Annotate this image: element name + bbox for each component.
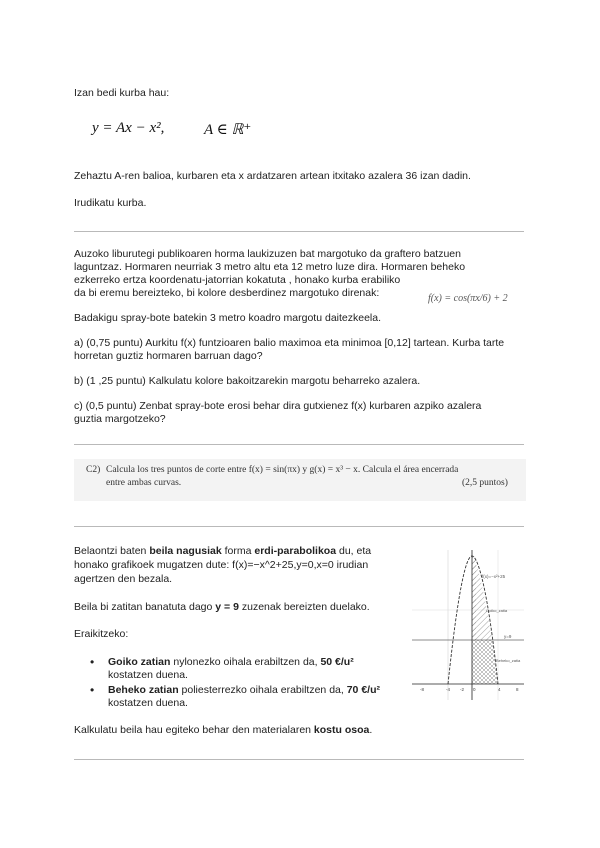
problem3-line-2: entre ambas curvas.: [106, 478, 182, 488]
problem1-intro: Izan bedi kurba hau:: [74, 87, 170, 99]
problem1-draw: Irudikatu kurba.: [74, 197, 147, 209]
tick-label: -4: [446, 687, 451, 692]
problem3-label: C2): [86, 465, 101, 475]
tick-label: -2: [460, 687, 465, 692]
lower-region: [472, 640, 498, 684]
problem2-c-line-1: c) (0,5 puntu) Zenbat spray-bote erosi behar dira gutxienez f(x) kurbaren azpiko azalera: [74, 400, 482, 412]
problem4-bullet-1: Goiko zatian nylonezko oihala erabiltzen da, 50 €/u²: [108, 656, 354, 668]
problem2-a-line-1: a) (0,75 puntu) Aurkitu f(x) funtzioaren balio maximoa eta minimoa [0,12] tartean. Kurba tarte: [74, 337, 505, 349]
problem2-line-3: ezkerreko ertza koordenatu-jatorrian kokatuta , honako kurba erabiliko: [74, 274, 401, 286]
problem4-line-1: Belaontzi baten beila nagusiak forma erdi-parabolikoa du, eta: [74, 545, 372, 557]
bullet-dot-1: •: [90, 655, 95, 669]
problem2-spray: Badakigu spray-bote batekin 3 metro koadro margotu daitezkeela.: [74, 312, 382, 324]
problem1-task: Zehaztu A-ren balioa, kurbaren eta x ardatzaren artean itxitako azalera 36 izan dadin.: [74, 170, 471, 182]
curve-label: f(x)=−x²+25: [482, 574, 506, 579]
tick-label: 4: [498, 687, 501, 692]
tick-label: 0: [473, 687, 476, 692]
problem4-build: Eraikitzeko:: [74, 628, 129, 640]
problem2-b-line: b) (1 ,25 puntu) Kalkulatu kolore bakoitzarekin margotu beharreko azalera.: [74, 375, 421, 387]
problem1-formula-left: y = Ax − x²,: [92, 120, 165, 136]
problem2-a-line-2: horretan guztiz hormaren barruan dago?: [74, 350, 263, 362]
problem4-line-3: agertzen den bezala.: [74, 573, 173, 585]
upper-label: Goiko_zatia: [486, 608, 508, 613]
problem2-line-1: Auzoko liburutegi publikoaren horma laukizuzen bat margotuko da graftero batzuen: [74, 248, 461, 260]
problem2-formula: f(x) = cos(πx/6) + 2: [428, 293, 508, 304]
tick-label: 8: [516, 687, 519, 692]
problem4-bullet-1-cont: kostatzen duena.: [108, 669, 188, 681]
problem4-final: Kalkulatu beila hau egiteko behar den materialaren kostu osoa.: [74, 724, 373, 736]
problem2-line-4: da bi eremu bereizteko, bi kolore desberdinez margotuko direnak:: [74, 287, 380, 299]
problem4-split: Beila bi zatitan banatuta dago y = 9 zuzenak bereizten duelako.: [74, 601, 370, 613]
problem3-line-1: Calcula los tres puntos de corte entre f(x) = sin(πx) y g(x) = x³ − x. Calcula el área encerrada: [106, 465, 459, 475]
problem2-line-2: laguntzaz. Hormaren neurriak 3 metro altu eta 12 metro luze dira. Hormaren beheko: [74, 261, 466, 273]
divider-3: [74, 526, 524, 527]
divider-2: [74, 444, 524, 445]
problem2-c-line-2: guztia margotzeko?: [74, 413, 166, 425]
line-label: y=9: [504, 634, 512, 639]
problem3-points: (2,5 puntos): [462, 478, 508, 488]
problem4-bullet-2: Beheko zatian poliesterrezko oihala erabiltzen da, 70 €/u²: [108, 684, 380, 696]
upper-region: [472, 558, 492, 640]
tick-label: -8: [420, 687, 425, 692]
sail-graph: [412, 550, 524, 700]
divider-1: [74, 231, 524, 232]
divider-4: [74, 759, 524, 760]
bullet-dot-2: •: [90, 683, 95, 697]
problem4-bullet-2-cont: kostatzen duena.: [108, 697, 188, 709]
problem1-formula-right: A ∈ ℝ⁺: [204, 122, 252, 138]
problem4-line-2: honako grafikoek mugatzen dute: f(x)=−x^2+25,y=0,x=0 irudian: [74, 559, 369, 571]
lower-label: Beheko_zatia: [496, 658, 521, 663]
